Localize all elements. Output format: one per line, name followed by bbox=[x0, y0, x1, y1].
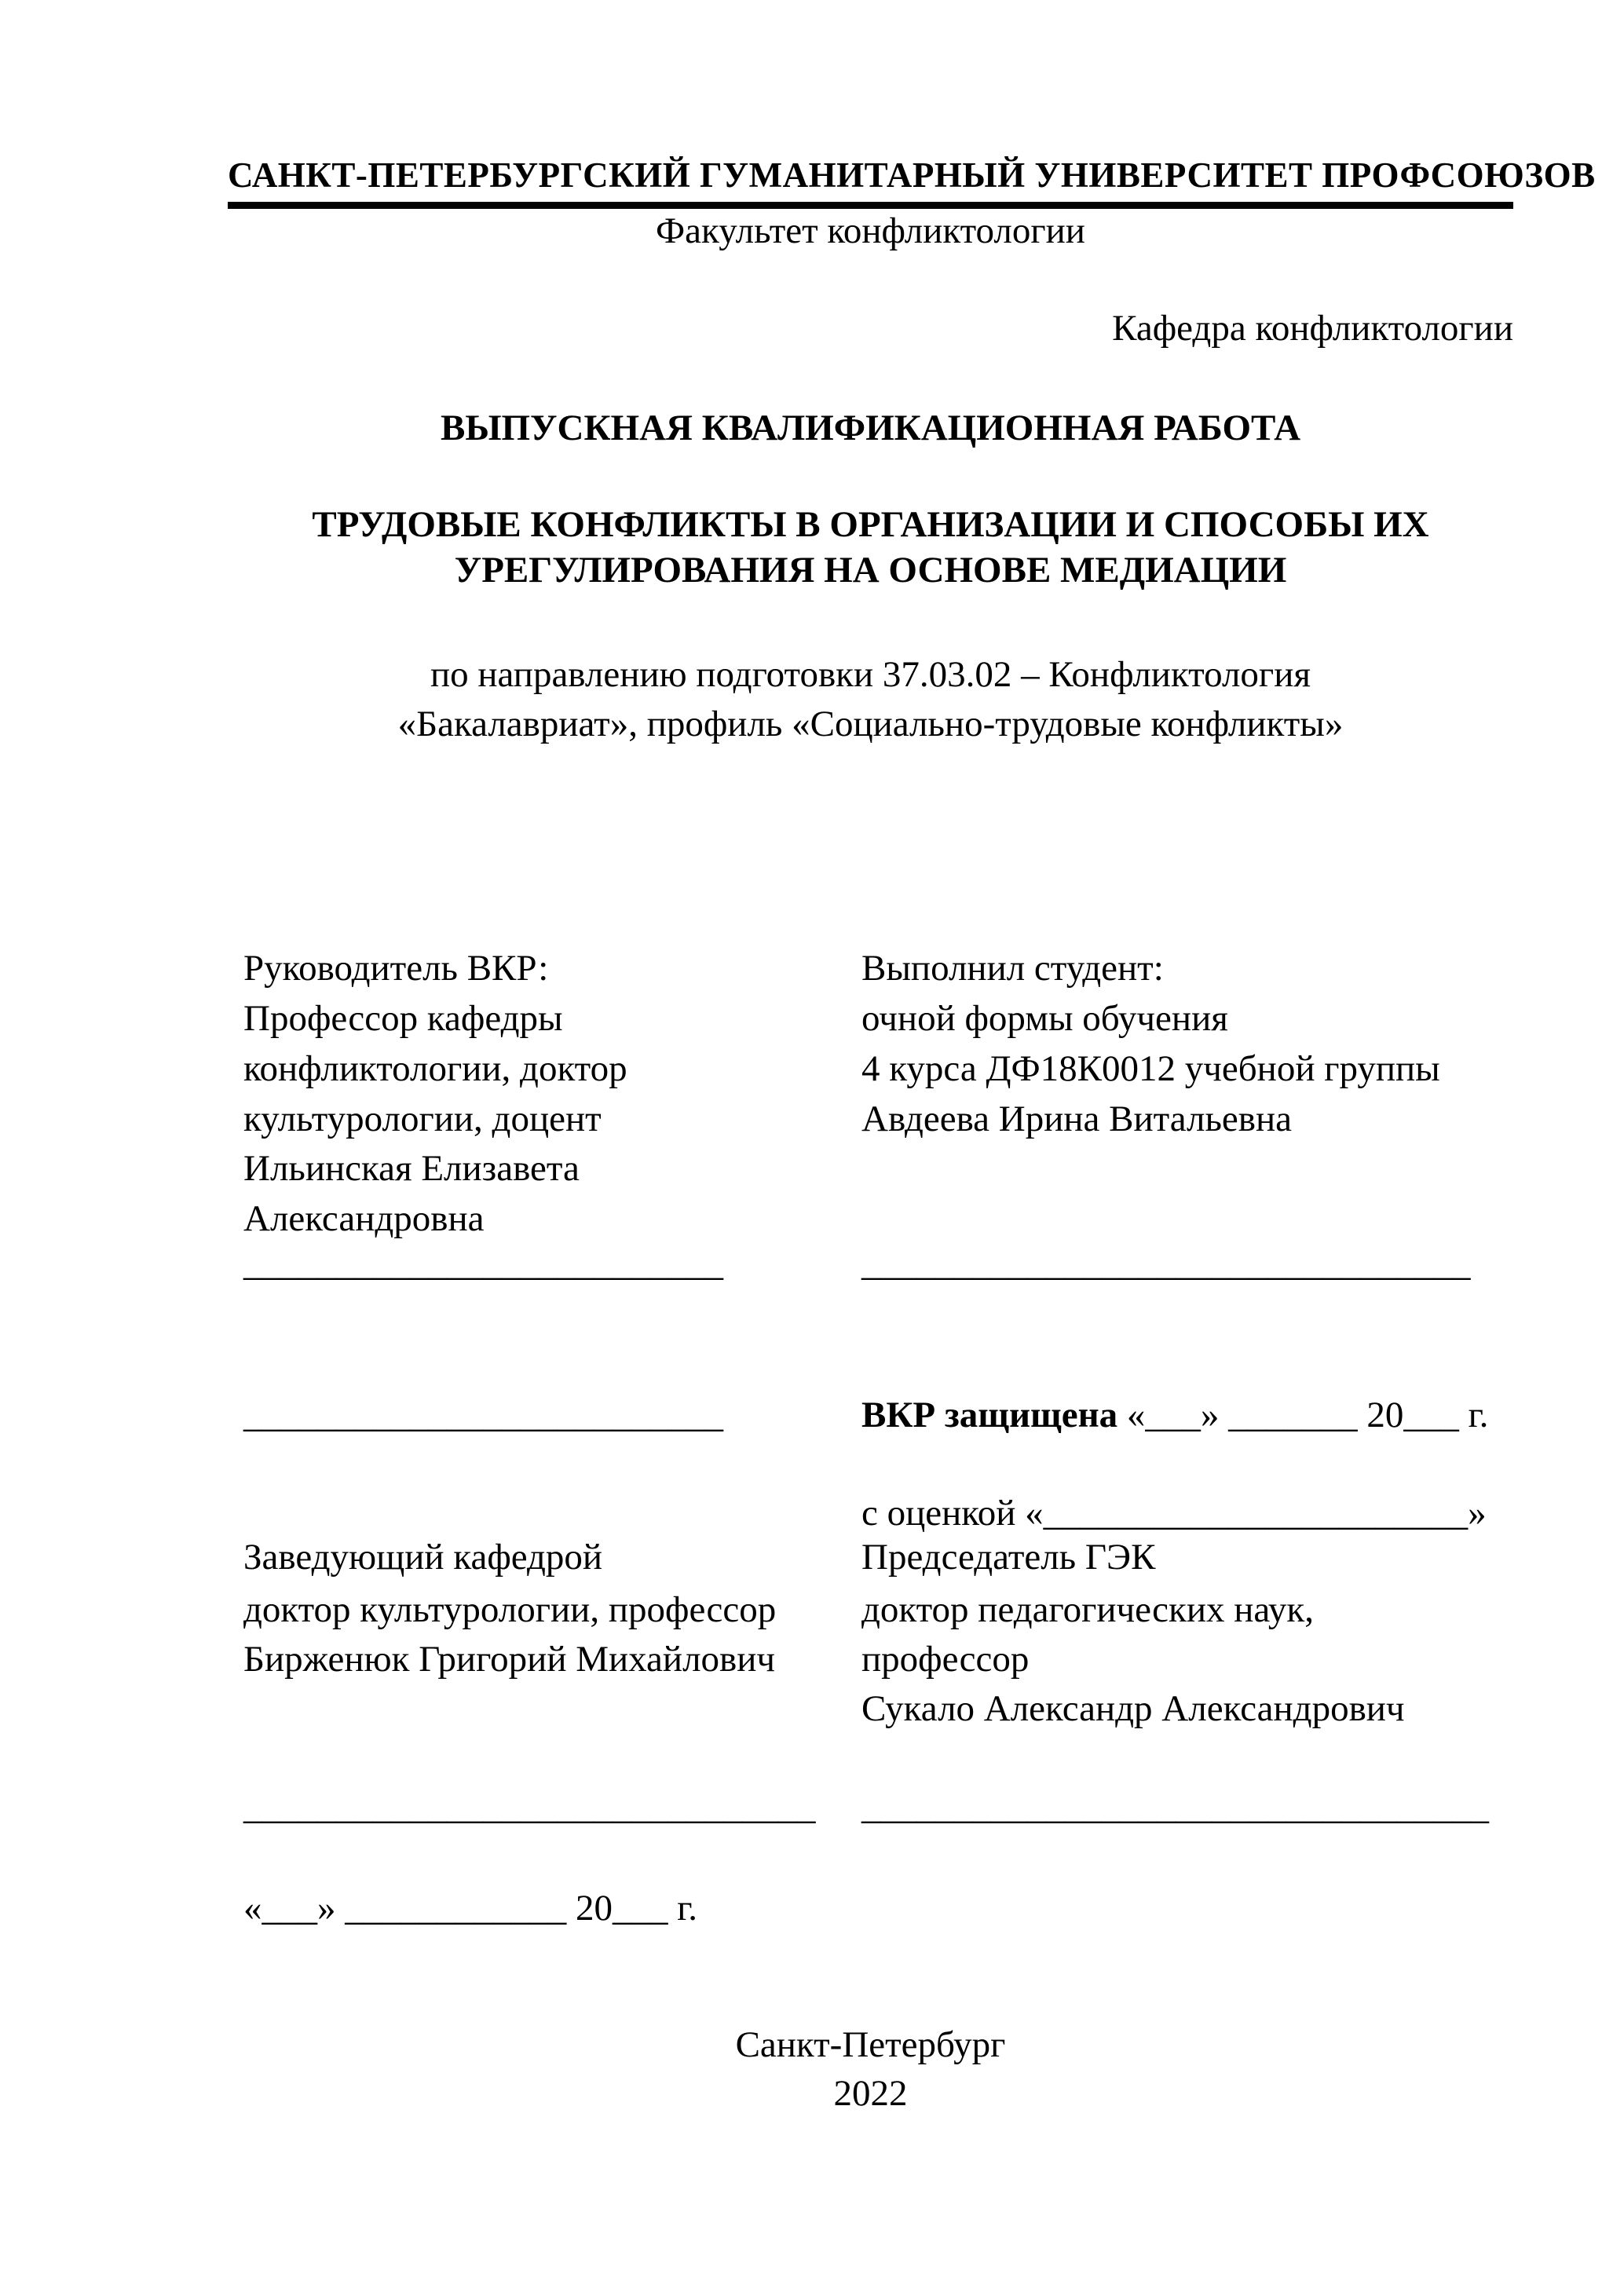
footer-city: Санкт-Петербург bbox=[735, 2024, 1006, 2065]
student-line: Авдеева Ирина Витальевна bbox=[861, 1099, 1292, 1139]
gek-chair-line: Председатель ГЭК bbox=[861, 1537, 1156, 1578]
defense-grade-line: с оценкой «_______________________» bbox=[861, 1493, 1487, 1534]
supervisor-line: конфликтологии, доктор bbox=[243, 1048, 627, 1089]
defense-label: ВКР защищена bbox=[861, 1395, 1118, 1435]
faculty-line: Факультет конфликтологии bbox=[656, 210, 1085, 251]
gek-chair-signature-line: __________________________________ bbox=[861, 1786, 1489, 1827]
supervisor-signature-line2: __________________________ bbox=[243, 1395, 723, 1435]
student-label: Выполнил студент: bbox=[861, 948, 1164, 989]
header-rule bbox=[228, 202, 1513, 209]
dept-head-line: Заведующий кафедрой bbox=[243, 1537, 603, 1578]
department-line: Кафедра конфликтологии bbox=[1112, 308, 1513, 349]
student-line: 4 курса ДФ18К0012 учебной группы bbox=[861, 1048, 1440, 1089]
supervisor-line: Профессор кафедры bbox=[243, 998, 563, 1039]
gek-chair-line: доктор педагогических наук, bbox=[861, 1589, 1314, 1630]
supervisor-line: Александровна bbox=[243, 1198, 485, 1239]
gek-chair-line: Сукало Александр Александрович bbox=[861, 1688, 1405, 1729]
footer-year: 2022 bbox=[833, 2073, 908, 2114]
program-line1: по направлению подготовки 37.03.02 – Конфликтология bbox=[430, 654, 1311, 695]
supervisor-line: культурологии, доцент bbox=[243, 1099, 602, 1139]
university-name: САНКТ-ПЕТЕРБУРГСКИЙ ГУМАНИТАРНЫЙ УНИВЕРСИТЕТ ПРОФСОЮЗОВ bbox=[228, 155, 1596, 195]
student-line: очной формы обучения bbox=[861, 998, 1228, 1039]
supervisor-signature-line: __________________________ bbox=[243, 1243, 723, 1284]
thesis-title-line1: ТРУДОВЫЕ КОНФЛИКТЫ В ОРГАНИЗАЦИИ И СПОСОБЫ ИХ bbox=[312, 504, 1429, 545]
dept-head-signature-line: _______________________________ bbox=[243, 1786, 816, 1827]
defense-date-blank: «___» _______ 20___ г. bbox=[1126, 1395, 1489, 1435]
dept-head-date-line: «___» ____________ 20___ г. bbox=[243, 1888, 697, 1929]
defense-date-line bbox=[861, 1397, 1488, 1434]
dept-head-line: доктор культурологии, профессор bbox=[243, 1589, 777, 1630]
supervisor-line: Ильинская Елизавета bbox=[243, 1148, 580, 1189]
gek-chair-line: профессор bbox=[861, 1639, 1030, 1680]
supervisor-label: Руководитель ВКР: bbox=[243, 948, 549, 989]
student-signature-line: _________________________________ bbox=[861, 1243, 1471, 1284]
dept-head-line: Бирженюк Григорий Михайлович bbox=[243, 1639, 776, 1680]
program-line2: «Бакалавриат», профиль «Социально-трудовые конфликты» bbox=[397, 704, 1344, 744]
work-type-heading: ВЫПУСКНАЯ КВАЛИФИКАЦИОННАЯ РАБОТА bbox=[440, 408, 1301, 448]
thesis-title-line2: УРЕГУЛИРОВАНИЯ НА ОСНОВЕ МЕДИАЦИИ bbox=[454, 550, 1287, 590]
